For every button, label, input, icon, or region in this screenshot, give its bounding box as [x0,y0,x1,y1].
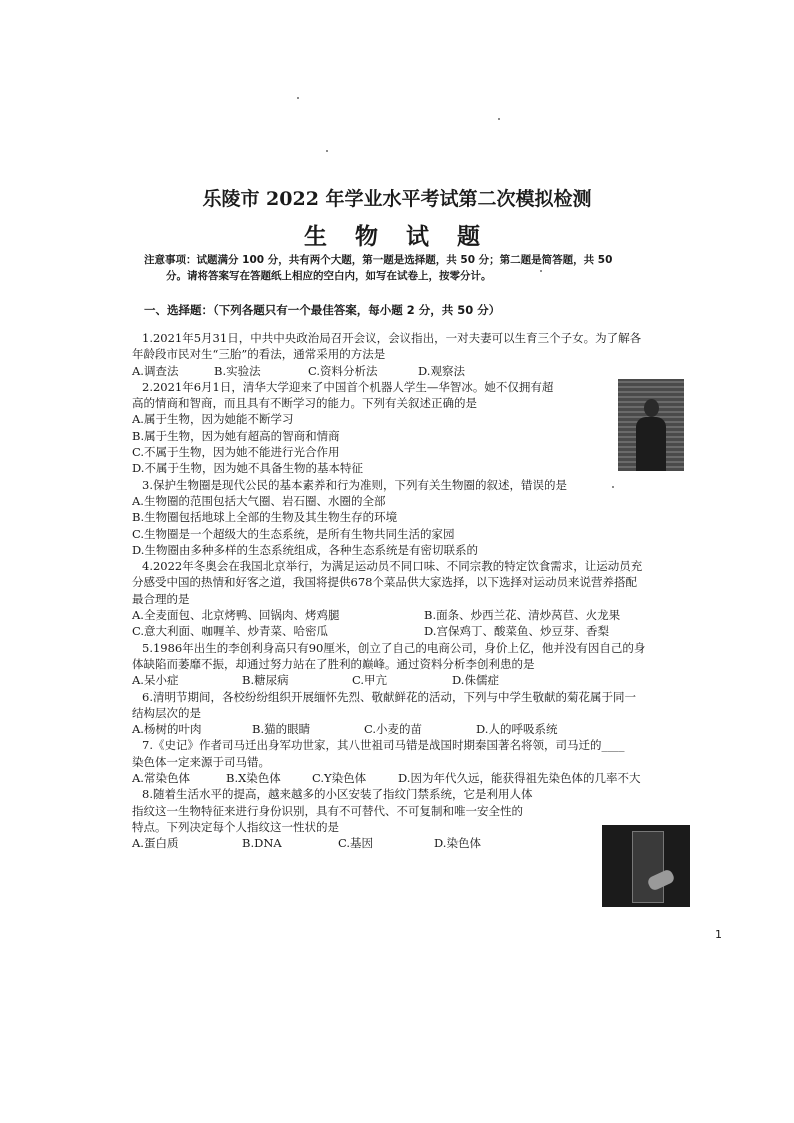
option: A.全麦面包、北京烤鸭、回锅肉、烤鸡腿 [132,608,340,623]
option: B.糖尿病 [242,673,289,688]
question-text: 5.1986年出生的李创利身高只有90厘米，创立了自己的电商公司，身价上亿，他并没有因自己的身 [142,640,646,655]
robot-student-photo [618,379,684,471]
question-text: 3.保护生物圈是现代公民的基本素养和行为准则，下列有关生物圈的叙述，错误的是 [142,477,567,492]
option: A.生物圈的范围包括大气圈、岩石圈、水圈的全部 [132,493,386,508]
options-row [132,607,700,623]
question-text: 7.《史记》作者司马迁出身军功世家，其八世祖司马错是战国时期秦国著名将领，司马迁的____ [142,738,625,753]
page-number: 1 [715,928,722,941]
questions-body [132,330,700,852]
option: C.资料分析法 [308,363,378,378]
option: A.属于生物，因为她能不断学习 [132,412,294,427]
photo-door-panel [632,831,664,903]
option: D.不属于生物，因为她不具备生物的基本特征 [132,461,363,476]
question-text: 分感受中国的热情和好客之道，我国将提供678个菜品供大家选择，以下选择对运动员来说营养搭配 [132,575,637,590]
question-text: 年龄段市民对生“三胎”的看法，通常采用的方法是 [132,347,386,362]
photo-figure-head [644,399,659,417]
option: B.实验法 [214,363,261,378]
scan-speck [612,486,614,488]
option: D.宫保鸡丁、酸菜鱼、炒豆芽、香梨 [424,624,609,639]
option: D.生物圈由多种多样的生态系统组成，各种生态系统是有密切联系的 [132,542,478,557]
notice-line: 注意事项：试题满分 100 分，共有两个大题，第一题是选择题，共 50 分；第二题是简答题，共 50 [144,254,613,266]
question-text: 4.2022年冬奥会在我国北京举行，为满足运动员不同口味、不同宗教的特定饮食需求，让运动员充 [142,559,643,574]
option: B.面条、炒西兰花、清炒莴苣、火龙果 [424,608,621,623]
option: A.常染色体 [132,771,190,786]
question-text: 最合理的是 [132,591,190,606]
option: B.X染色体 [226,771,281,786]
question-text: 6.清明节期间，各校纷纷组织开展缅怀先烈、敬献鲜花的活动，下列与中学生敬献的菊花属于同一 [142,689,636,704]
option: A.蛋白质 [132,836,179,851]
options-row [132,721,700,737]
question-text: 8.随着生活水平的提高，越来越多的小区安装了指纹门禁系统，它是利用人体 [142,787,533,802]
option: B.生物圈包括地球上全部的生物及其生物生存的环境 [132,510,398,525]
fingerprint-door-photo [602,825,690,907]
options-row [132,672,700,688]
option: C.意大利面、咖喱羊、炒青菜、哈密瓜 [132,624,329,639]
scan-speck [297,97,299,99]
option: B.DNA [242,836,282,851]
option: C.不属于生物，因为她不能进行光合作用 [132,445,340,460]
photo-figure-body [636,417,666,471]
exam-title: 乐陵市 2022 年学业水平考试第二次模拟检测 [202,188,592,210]
option: C.Y染色体 [312,771,367,786]
option: D.观察法 [418,363,465,378]
options-row [132,363,700,379]
option: B.猫的眼睛 [252,722,311,737]
options-row [132,623,700,639]
option: D.因为年代久远，能获得祖先染色体的几率不大 [398,771,641,786]
option: A.调查法 [132,363,179,378]
option: A.呆小症 [132,673,179,688]
option: D.侏儒症 [452,673,499,688]
options-row [132,770,700,786]
notice-line: 分。请将答案写在答题纸上相应的空白内，如写在试卷上，按零分计。 [166,270,492,283]
option: A.杨树的叶肉 [132,722,202,737]
option: D.人的呼吸系统 [476,722,558,737]
question-text: 2.2021年6月1日，清华大学迎来了中国首个机器人学生—华智冰。她不仅拥有超 [142,379,554,394]
question-text: 染色体一定来源于司马错。 [132,754,270,769]
question-text: 特点。下列决定每个人指纹这一性状的是 [132,819,339,834]
question-text: 结构层次的是 [132,705,201,720]
scan-speck [326,150,328,152]
question-text: 指纹这一生物特征来进行身份识别，具有不可替代、不可复制和唯一安全性的 [132,803,523,818]
section-heading: 一、选择题：（下列各题只有一个最佳答案，每小题 2 分，共 50 分） [144,303,501,317]
option: C.小麦的苗 [364,722,423,737]
option: C.甲亢 [352,673,388,688]
question-text: 1.2021年5月31日，中共中央政治局召开会议，会议指出，一对夫妻可以生育三个子女。为了解各 [142,331,642,345]
option: C.基因 [338,836,374,851]
scan-speck [498,118,500,120]
question-text: 高的情商和智商，而且具有不断学习的能力。下列有关叙述正确的是 [132,396,477,411]
option: D.染色体 [434,836,481,851]
option: C.生物圈是一个超级大的生态系统，是所有生物共同生活的家园 [132,526,455,541]
scan-speck [540,270,542,272]
exam-subtitle: 生 物 试 题 [303,223,491,250]
question-text: 体缺陷而萎靡不振，却通过努力站在了胜利的巅峰。通过资料分析李创利患的是 [132,656,535,671]
option: B.属于生物，因为她有超高的智商和情商 [132,428,340,443]
notice-block [144,252,690,285]
